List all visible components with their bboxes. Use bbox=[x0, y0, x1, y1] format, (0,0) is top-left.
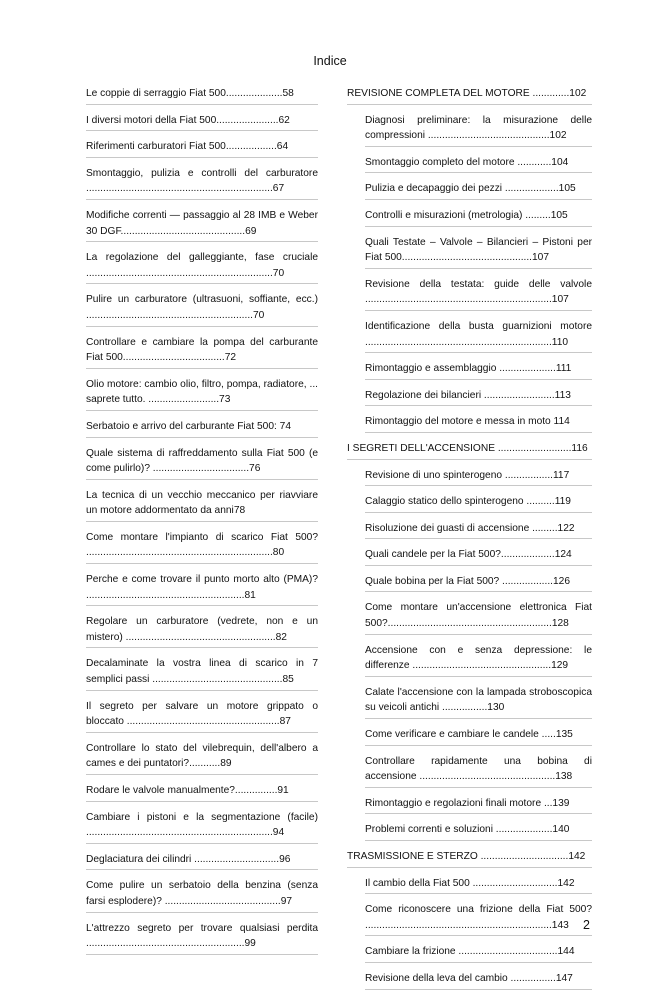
toc-entry[interactable]: Cambiare la frizione ...................................144 bbox=[365, 944, 592, 963]
toc-entry[interactable]: Regolare un carburatore (vedrete, non e un mistero) .....................................................82 bbox=[86, 614, 318, 648]
toc-entry[interactable]: I diversi motori della Fiat 500......................62 bbox=[86, 113, 318, 132]
toc-entry[interactable]: Accensione con e senza depressione: le differenze .................................................129 bbox=[365, 643, 592, 677]
toc-entry[interactable]: Cambiare i pistoni e la segmentazione (facile) ..................................................................94 bbox=[86, 810, 318, 844]
toc-entry[interactable]: Regolazione dei bilancieri .........................113 bbox=[365, 388, 592, 407]
toc-entry[interactable]: Diagnosi preliminare: la misurazione delle compressioni ...........................................102 bbox=[365, 113, 592, 147]
toc-entry[interactable]: Rimontaggio e assemblaggio ....................111 bbox=[365, 361, 592, 380]
toc-entry[interactable]: La tecnica di un vecchio meccanico per riavviare un motore addormentato da anni78 bbox=[86, 488, 318, 522]
toc-entry[interactable]: Quale sistema di raffreddamento sulla Fiat 500 (e come pulirlo)? ..................................76 bbox=[86, 446, 318, 480]
toc-section-heading[interactable]: REVISIONE COMPLETA DEL MOTORE .............102 bbox=[347, 86, 592, 105]
toc-entry[interactable]: Il cambio della Fiat 500 ..............................142 bbox=[365, 876, 592, 895]
toc-entry[interactable]: Controllare e cambiare la pompa del carburante Fiat 500....................................72 bbox=[86, 335, 318, 369]
toc-entry[interactable]: Smontaggio, pulizia e controlli del carburatore ..................................................................67 bbox=[86, 166, 318, 200]
toc-left-column bbox=[86, 86, 318, 963]
toc-entry[interactable]: Calate l'accensione con la lampada stroboscopica su veicoli antichi ................130 bbox=[365, 685, 592, 719]
toc-entry[interactable]: Come montare l'impianto di scarico Fiat 500? ..................................................................80 bbox=[86, 530, 318, 564]
toc-entry[interactable]: Smontaggio completo del motore ............104 bbox=[365, 155, 592, 174]
toc-section-heading[interactable]: TRASMISSIONE E STERZO ...............................142 bbox=[347, 849, 592, 868]
toc-entry[interactable]: Come pulire un serbatoio della benzina (senza farsi esplodere)? .........................................97 bbox=[86, 878, 318, 912]
toc-entry[interactable]: Quali Testate – Valvole – Bilancieri – Pistoni per Fiat 500..............................................107 bbox=[365, 235, 592, 269]
toc-entry[interactable]: Problemi correnti e soluzioni ....................140 bbox=[365, 822, 592, 841]
toc-entry[interactable]: Riferimenti carburatori Fiat 500..................64 bbox=[86, 139, 318, 158]
toc-entry[interactable]: Come verificare e cambiare le candele .....135 bbox=[365, 727, 592, 746]
toc-entry[interactable]: Calaggio statico dello spinterogeno ..........119 bbox=[365, 494, 592, 513]
toc-entry[interactable]: Identificazione della busta guarnizioni motore ..................................................................110 bbox=[365, 319, 592, 353]
toc-entry[interactable]: Controllare rapidamente una bobina di accensione ................................................138 bbox=[365, 754, 592, 788]
toc-entry[interactable]: Controllare lo stato del vilebrequin, dell'albero a cames e dei puntatori?...........89 bbox=[86, 741, 318, 775]
toc-entry[interactable]: La regolazione del galleggiante, fase cruciale ..................................................................70 bbox=[86, 250, 318, 284]
toc-entry[interactable]: Decalaminate la vostra linea di scarico in 7 semplici passi ..............................................85 bbox=[86, 656, 318, 690]
toc-entry[interactable]: Olio motore: cambio olio, filtro, pompa, radiatore, ... saprete tutto. .........................73 bbox=[86, 377, 318, 411]
toc-entry[interactable]: Risoluzione dei guasti di accensione .........122 bbox=[365, 521, 592, 540]
toc-section-heading[interactable]: I SEGRETI DELL'ACCENSIONE ..........................116 bbox=[347, 441, 592, 460]
toc-entry[interactable]: Le coppie di serraggio Fiat 500....................58 bbox=[86, 86, 318, 105]
toc-entry[interactable]: Quali candele per la Fiat 500?...................124 bbox=[365, 547, 592, 566]
toc-entry[interactable]: Rimontaggio e regolazioni finali motore ...139 bbox=[365, 796, 592, 815]
toc-entry[interactable]: L'attrezzo segreto per trovare qualsiasi perdita ........................................................99 bbox=[86, 921, 318, 955]
toc-entry[interactable]: Modifiche correnti — passaggio al 28 IMB e Weber 30 DGF............................................69 bbox=[86, 208, 318, 242]
toc-entry[interactable]: Pulizia e decapaggio dei pezzi ...................105 bbox=[365, 181, 592, 200]
toc-entry[interactable]: Revisione di uno spinterogeno .................117 bbox=[365, 468, 592, 487]
toc-entry[interactable]: Il segreto per salvare un motore grippato o bloccato ......................................................87 bbox=[86, 699, 318, 733]
page-number: 2 bbox=[583, 918, 590, 932]
toc-entry[interactable]: Revisione della leva del cambio ................147 bbox=[365, 971, 592, 990]
toc-entry[interactable]: Serbatoio e arrivo del carburante Fiat 500: 74 bbox=[86, 419, 318, 438]
page-title: Indice bbox=[313, 54, 347, 68]
toc-entry[interactable]: Pulire un carburatore (ultrasuoni, soffiante, ecc.) ...........................................................70 bbox=[86, 292, 318, 326]
toc-entry[interactable]: Rodare le valvole manualmente?...............91 bbox=[86, 783, 318, 802]
toc-entry[interactable]: Controlli e misurazioni (metrologia) .........105 bbox=[365, 208, 592, 227]
toc-entry[interactable]: Come riconoscere una frizione della Fiat 500? ..................................................................143 bbox=[365, 902, 592, 936]
toc-entry[interactable]: Rimontaggio del motore e messa in moto 114 bbox=[365, 414, 592, 433]
toc-entry[interactable]: Quale bobina per la Fiat 500? ..................126 bbox=[365, 574, 592, 593]
toc-right-column bbox=[347, 86, 592, 998]
toc-entry[interactable]: Come montare un'accensione elettronica Fiat 500?..........................................................128 bbox=[365, 600, 592, 634]
toc-entry[interactable]: Revisione della testata: guide delle valvole ..................................................................107 bbox=[365, 277, 592, 311]
toc-entry[interactable]: Deglaciatura dei cilindri ..............................96 bbox=[86, 852, 318, 871]
toc-entry[interactable]: Perche e come trovare il punto morto alto (PMA)? ........................................................81 bbox=[86, 572, 318, 606]
